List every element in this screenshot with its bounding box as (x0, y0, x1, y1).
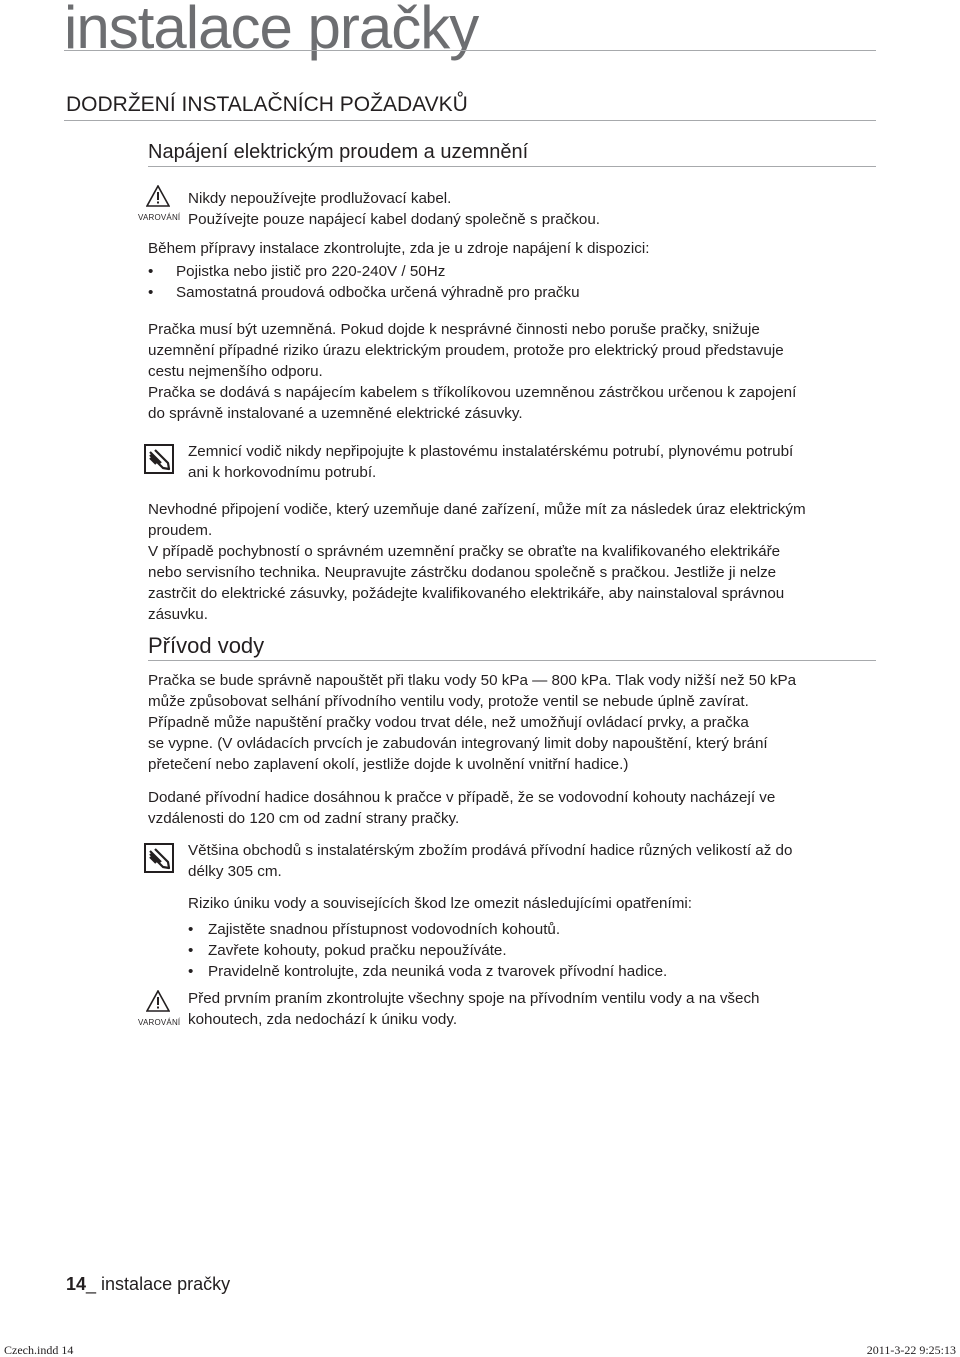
page-footer-label: _ instalace pračky (86, 1274, 231, 1294)
water-note-text (188, 840, 792, 882)
text-line: Většina obchodů s instalatérským zbožím prodává přívodní hadice různých velikostí až do (188, 842, 793, 859)
list-item-text: Pravidelně kontrolujte, zda neuniká voda z tvarovek přívodní hadice. (208, 963, 668, 980)
text-line: Případně může napuštění pračky vodou trvat déle, než umožňují ovládací prvky, a pračka (148, 714, 749, 731)
list-item (148, 282, 580, 303)
text-line: zastrčit do elektrické zásuvky, požádejte kvalifikovaného elektrikáře, aby nainstaloval správnou (148, 585, 785, 602)
bullet-dot: • (188, 942, 194, 959)
water-warning-text (188, 988, 760, 1030)
note-icon (144, 843, 174, 873)
chapter-title: instalace pračky (64, 0, 479, 61)
text-line: kohoutech, zda nedochází k úniku vody. (188, 1011, 458, 1028)
bullet-dot: • (148, 284, 154, 301)
page-number: 14 (66, 1274, 87, 1294)
text-line: Pračka musí být uzemněná. Pokud dojde k nesprávné činnosti nebo poruše pračky, snižuje (148, 321, 760, 338)
power-paragraph-connection (148, 499, 806, 625)
warning-icon (138, 990, 181, 1027)
list-item (188, 919, 560, 940)
power-note-text (188, 441, 793, 483)
list-item (188, 961, 667, 982)
water-heading: Přívod vody (148, 633, 265, 658)
list-item-text: Zajistěte snadnou přístupnost vodovodních kohoutů. (208, 921, 561, 938)
water-paragraph-hoses (148, 787, 775, 829)
text-line: se vypne. (V ovládacích prvcích je zabudován integrovaný limit doby napouštění, který brání (148, 735, 768, 752)
pencil-note-icon (144, 444, 174, 474)
print-slug-file: Czech.indd 14 (4, 1343, 74, 1357)
chapter-rule (64, 50, 876, 51)
text-line: přetečení nebo zaplavení okolí, jestliže dojde k uvolnění vnitřní hadice.) (148, 756, 629, 773)
list-item (188, 940, 507, 961)
text-line: Riziko úniku vody a souvisejících škod lze omezit následujícími opatřeními: (188, 895, 692, 912)
text-line: Pračka se bude správně napouštět při tlaku vody 50 kPa — 800 kPa. Tlak vody nižší než 50 kPa (148, 672, 797, 689)
text-line: Během přípravy instalace zkontrolujte, zda je u zdroje napájení k dispozici: (148, 240, 650, 257)
water-paragraph-pressure (148, 670, 796, 775)
list-item-text: Samostatná proudová odbočka určená výhradně pro pračku (176, 284, 580, 301)
warning-icon (138, 185, 181, 222)
text-line: Dodané přívodní hadice dosáhnou k pračce v případě, že se vodovodní kohouty nacházejí ve (148, 789, 776, 806)
text-line: Pračka se dodává s napájecím kabelem s tříkolíkovou uzemněnou zástrčkou určenou k zapojení (148, 384, 797, 401)
list-item-text: Pojistka nebo jistič pro 220-240V / 50Hz (176, 263, 446, 280)
list-item-text: Zavřete kohouty, pokud pračku nepoužíváte. (208, 942, 507, 959)
warning-label: VAROVÁNÍ (138, 1018, 181, 1027)
power-paragraph-grounding (148, 319, 796, 424)
water-risk-intro (188, 893, 692, 914)
text-line: vzdálenosti do 120 cm od zadní strany pračky. (148, 810, 460, 827)
list-item (148, 261, 445, 282)
text-line: zásuvku. (148, 606, 208, 623)
text-line: může způsobovat selhání přívodního ventilu vody, protože ventil se nebude úplně zavírat. (148, 693, 749, 710)
text-line: ani k horkovodnímu potrubí. (188, 464, 377, 481)
text-line: proudem. (148, 522, 213, 539)
warning-triangle-icon (146, 185, 170, 207)
section-rule (64, 120, 876, 121)
power-heading-rule (148, 166, 876, 167)
text-line: nebo servisního technika. Neupravujte zástrčku dodanou společně s pračkou. Jestliže ji nelze (148, 564, 777, 581)
text-line: Nikdy nepoužívejte prodlužovací kabel. (188, 190, 452, 207)
warning-triangle-icon (146, 990, 170, 1012)
bullet-dot: • (188, 963, 194, 980)
bullet-dot: • (188, 921, 194, 938)
section-heading: DODRŽENÍ INSTALAČNÍCH POŽADAVKŮ (66, 93, 468, 116)
text-line: V případě pochybností o správném uzemnění pračky se obraťte na kvalifikovaného elektrikáře (148, 543, 781, 560)
pencil-note-icon (144, 843, 174, 873)
text-line: uzemnění případné riziko úrazu elektrickým proudem, protože pro elektrický proud představuje (148, 342, 784, 359)
text-line: Zemnicí vodič nikdy nepřipojujte k plastovému instalatérskému potrubí, plynovému potrubí (188, 443, 794, 460)
power-intro (148, 238, 649, 259)
note-icon (144, 444, 174, 474)
water-heading-rule (148, 660, 876, 661)
text-line: cestu nejmenšího odporu. (148, 363, 323, 380)
print-slug-timestamp: 2011-3-22 9:25:13 (866, 1343, 956, 1357)
warning-label: VAROVÁNÍ (138, 213, 181, 222)
text-line: do správně instalované a uzemněné elektrické zásuvky. (148, 405, 523, 422)
bullet-dot: • (148, 263, 154, 280)
page-footer (66, 1273, 230, 1295)
power-warning-text (188, 188, 600, 230)
text-line: Nevhodné připojení vodiče, který uzemňuje dané zařízení, může mít za následek úraz elektrickým (148, 501, 806, 518)
power-heading: Napájení elektrickým proudem a uzemnění (148, 141, 529, 163)
text-line: délky 305 cm. (188, 863, 282, 880)
text-line: Používejte pouze napájecí kabel dodaný společně s pračkou. (188, 211, 601, 228)
text-line: Před prvním praním zkontrolujte všechny spoje na přívodním ventilu vody a na všech (188, 990, 760, 1007)
